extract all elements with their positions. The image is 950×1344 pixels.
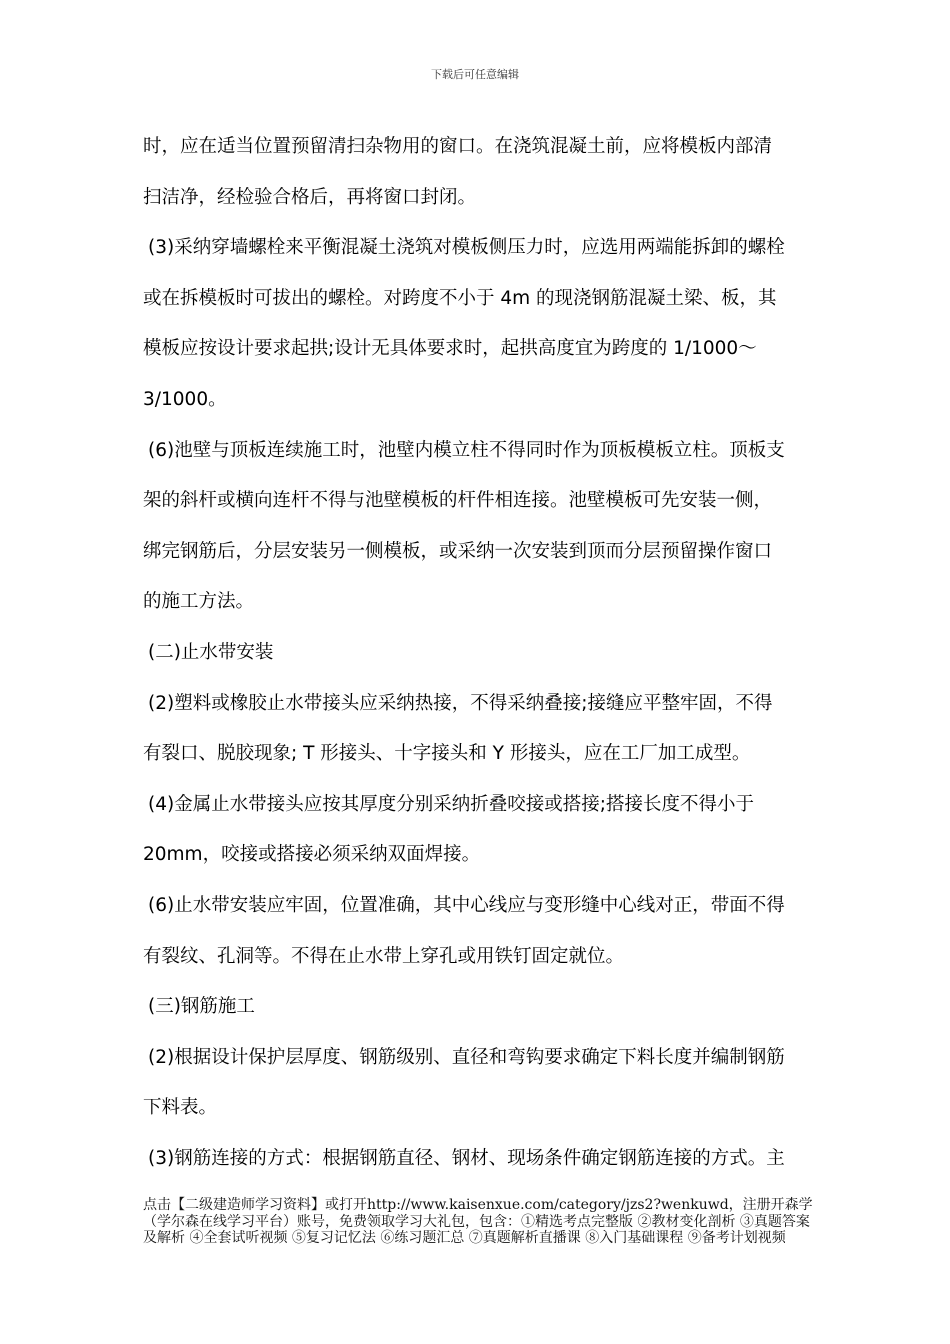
text-line: 20mm，咬接或搭接必须采纳双面焊接。 <box>143 844 481 866</box>
text-line: (4)金属止水带接头应按其厚度分别采纳折叠咬接或搭接;搭接长度不得小于 <box>148 793 754 815</box>
text-line: 时，应在适当位置预留清扫杂物用的窗口。在浇筑混凝土前，应将模板内部清 <box>143 136 773 157</box>
text-line: (3)钢筋连接的方式：根据钢筋直径、钢材、现场条件确定钢筋连接的方式。主 <box>148 1147 785 1169</box>
section-heading: (三)钢筋施工 <box>148 996 255 1018</box>
header-note: 下载后可任意编辑 <box>431 68 519 81</box>
text-line: (6)池壁与顶板连续施工时，池壁内模立柱不得同时作为顶板模板立柱。顶板支 <box>148 439 785 461</box>
footer-promo-note: 点击【二级建造师学习资料】或打开http://www.kaisenxue.com/category/jzs2?wenkuwd，注册开森学（学尔森在线学习平台）账号，免费领取学习大礼包，包含：①精选考点完整版 ②教材变化剖析 ③真题答案及解析 ④全套试听视频 ⑤复习记忆法 ⑥练习题汇总 ⑦真题解析直播课 ⑧入门基础课程 ⑨备考计划视频 <box>143 1197 813 1246</box>
text-line: 绑完钢筋后，分层安装另一侧模板，或采纳一次安装到顶而分层预留操作窗口 <box>143 540 773 562</box>
text-line: (6)止水带安装应牢固，位置准确，其中心线应与变形缝中心线对正，带面不得 <box>148 894 785 916</box>
text-line: 架的斜杆或横向连杆不得与池壁模板的杆件相连接。池壁模板可先安装一侧， <box>143 490 773 512</box>
text-line: 有裂纹、孔洞等。不得在止水带上穿孔或用铁钉固定就位。 <box>143 945 625 967</box>
text-line: 的施工方法。 <box>143 591 255 613</box>
text-line: 下料表。 <box>143 1097 218 1119</box>
text-line: 模板应按设计要求起拱;设计无具体要求时，起拱高度宜为跨度的 1/1000～ <box>143 338 757 360</box>
document-body <box>143 130 813 1192</box>
text-line: (2)根据设计保护层厚度、钢筋级别、直径和弯钩要求确定下料长度并编制钢筋 <box>148 1046 785 1068</box>
text-line: 3/1000。 <box>143 388 227 410</box>
text-line: 或在拆模板时可拔出的螺栓。对跨度不小于 4m 的现浇钢筋混凝土梁、板，其 <box>143 287 777 309</box>
text-line: 有裂口、脱胶现象; T 形接头、十字接头和 Y 形接头，应在工厂加工成型。 <box>143 743 751 765</box>
section-heading: (二)止水带安装 <box>148 641 274 663</box>
text-line: (2)塑料或橡胶止水带接头应采纳热接，不得采纳叠接;接缝应平整牢固，不得 <box>148 692 773 714</box>
text-line: 扫洁净，经检验合格后，再将窗口封闭。 <box>143 186 477 208</box>
text-line: (3)采纳穿墙螺栓来平衡混凝土浇筑对模板侧压力时，应选用两端能拆卸的螺栓 <box>148 237 785 259</box>
